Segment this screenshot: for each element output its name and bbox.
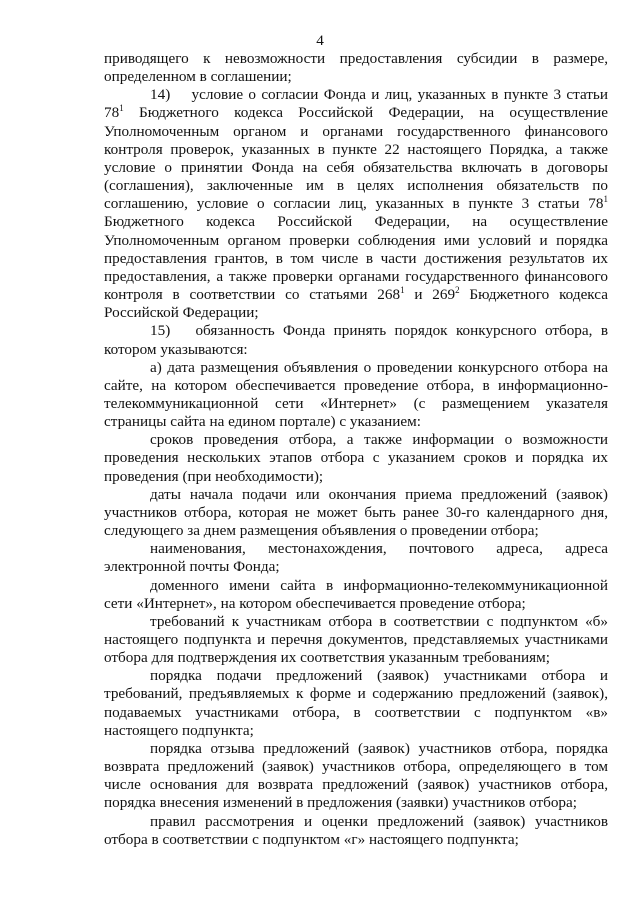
superscript: 1 <box>400 284 405 295</box>
paragraph-item-14 <box>104 86 608 322</box>
text-run: и 269 <box>404 286 456 304</box>
paragraph: доменного имени сайта в информационно-телекоммуникационной сети «Интернет», на котором обеспечивается проведение отбора; <box>104 576 608 612</box>
paragraph-item-15: 15) обязанность Фонда принять порядок конкурсного отбора, в котором указываются: <box>104 322 608 358</box>
text-run: Бюджетного кодекса Российской Федерации, на осуществление Уполномоченным органом и органами государственного финансового контроля проверок, указанных в пункте 22 настоящего Порядка, а также условие о принятии Фонда на себя обязательства включать в договоры (соглашения), заключенные им в целях исполнения обязательств по соглашению, условие о согласии лиц, указанных в пункте 3 статьи 78 <box>104 104 608 213</box>
paragraph: порядка подачи предложений (заявок) участниками отбора и требований, предъявляемых к форме и содержанию предложений (заявок), подаваемых участниками отбора, в соответствии с подпунктом «в» настоящего подпункта; <box>104 667 608 739</box>
paragraph: порядка отзыва предложений (заявок) участников отбора, порядка возврата предложений (заявок) участников отбора, определяющего в том числе основания для возврата предложений (заявок) участников отбора, порядка внесения изменений в предложения (заявки) участников отбора; <box>104 739 608 812</box>
text-run: 14) условие о согласии Фонда и лиц, указанных в пункте 3 статьи 78 <box>104 86 608 122</box>
superscript: 1 <box>119 103 124 114</box>
text-run: Бюджетного кодекса Российской Федерации, на осуществление Уполномоченным органом проверки соблюдения ими условий и порядка предоставления грантов, в том числе в части достижения результатов их предоставления, а также проверки органами государственного финансового контроля в соответствии со статьями 268 <box>104 213 608 304</box>
paragraph: правил рассмотрения и оценки предложений (заявок) участников отбора в соответствии с подпунктом «г» настоящего подпункта; <box>104 812 608 848</box>
superscript: 2 <box>455 284 460 295</box>
paragraph: сроков проведения отбора, а также информации о возможности проведения нескольких этапов отбора с указанием сроков и порядка их проведения (при необходимости); <box>104 431 608 485</box>
paragraph: наименования, местонахождения, почтового адреса, адреса электронной почты Фонда; <box>104 540 608 576</box>
paragraph-subitem-a: а) дата размещения объявления о проведении конкурсного отбора на сайте, на котором обеспечивается проведение отбора, в информационно-телекоммуникационной сети «Интернет» (с размещением указателя страницы сайта на едином портале) с указанием: <box>104 358 608 431</box>
paragraph: требований к участникам отбора в соответствии с подпунктом «б» настоящего подпункта и перечня документов, представляемых участниками отбора для подтверждения их соответствия указанным требованиям; <box>104 612 608 667</box>
paragraph: даты начала подачи или окончания приема предложений (заявок) участников отбора, которая не может быть ранее 30-го календарного дня, следующего за днем размещения объявления о проведении отбора; <box>104 485 608 540</box>
superscript: 1 <box>603 194 608 205</box>
page-number: 4 <box>316 32 324 49</box>
document-body <box>104 50 608 849</box>
paragraph-continuation: приводящего к невозможности предоставления субсидии в размере, определенном в соглашении; <box>104 50 608 86</box>
text-run: Бюджетного кодекса Российской Федерации; <box>104 286 608 322</box>
